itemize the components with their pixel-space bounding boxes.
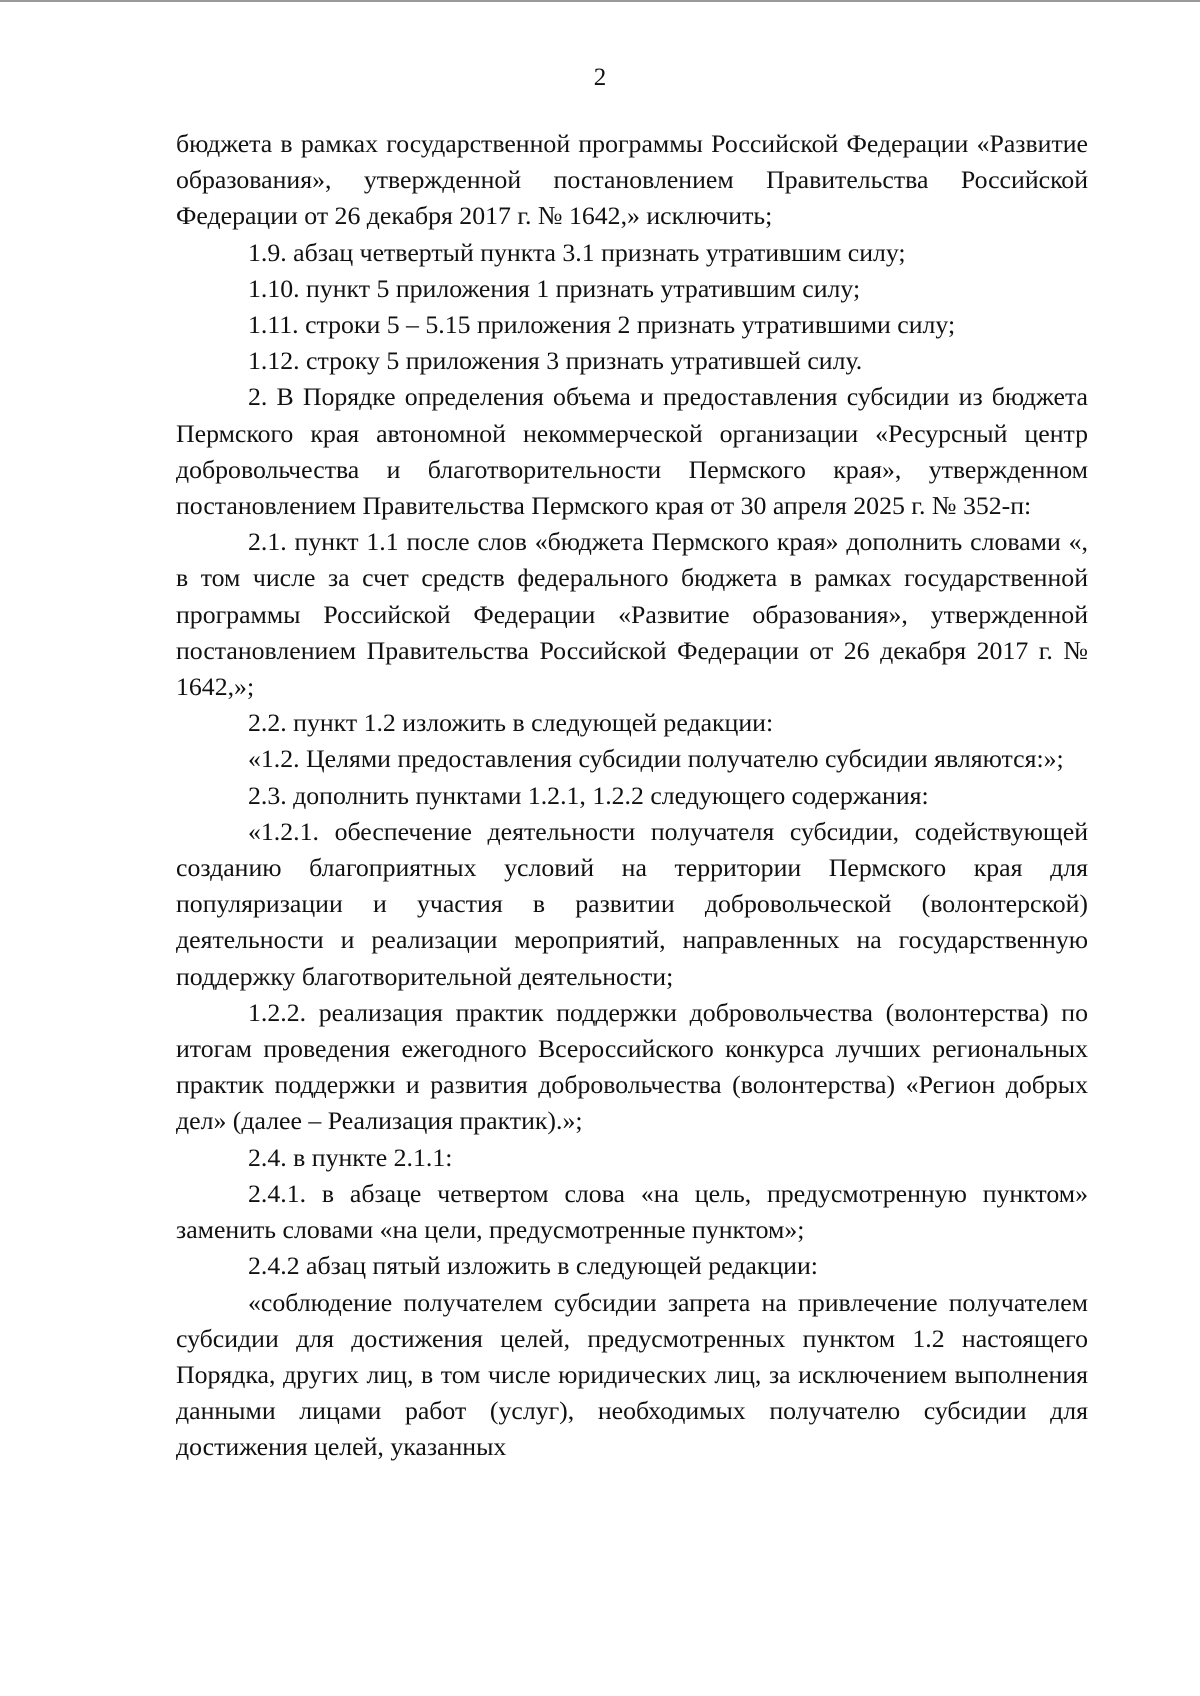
paragraph-2-1: 2.1. пункт 1.1 после слов «бюджета Пермского края» дополнить словами «, в том числе за счет средств федерального бюджета в рамках государственной программы Российской Федерации «Развитие образования», утвержденной постановлением Правительства Российской Федерации от 26 декабря 2017 г. № 1642,»; bbox=[176, 527, 1088, 702]
paragraph-quote-1-2: «1.2. Целями предоставления субсидии получателю субсидии являются:»; bbox=[248, 744, 1064, 774]
paragraph-2-4: 2.4. в пункте 2.1.1: bbox=[248, 1142, 453, 1172]
paragraph-quote-1-2-1: «1.2.1. обеспечение деятельности получателя субсидии, содействующей созданию благоприятных условий на территории Пермского края для популяризации и участия в развитии добровольческой (волонтерской) деятельности и реализации мероприятий, направленных на государственную поддержку благотворительной деятельности; bbox=[176, 816, 1088, 991]
paragraph-1-11: 1.11. строки 5 – 5.15 приложения 2 признать утратившими силу; bbox=[248, 310, 956, 340]
page-number: 2 bbox=[593, 64, 607, 91]
paragraph-2-3: 2.3. дополнить пунктами 1.2.1, 1.2.2 следующего содержания: bbox=[248, 780, 929, 810]
paragraph-continuation: бюджета в рамках государственной программы Российской Федерации «Развитие образования», утвержденной постановлением Правительства Российской Федерации от 26 декабря 2017 г. № 1642,» исключить; bbox=[176, 129, 1088, 231]
paragraph-1-12: 1.12. строку 5 приложения 3 признать утратившей силу. bbox=[248, 346, 863, 376]
paragraph-2: 2. В Порядке определения объема и предоставления субсидии из бюджета Пермского края автономной некоммерческой организации «Ресурсный центр добровольчества и благотворительности Пермского края», утвержденном постановлением Правительства Пермского края от 30 апреля 2025 г. № 352-п: bbox=[176, 382, 1088, 521]
paragraph-2-2: 2.2. пункт 1.2 изложить в следующей редакции: bbox=[248, 708, 774, 738]
paragraph-2-4-2: 2.4.2 абзац пятый изложить в следующей редакции: bbox=[248, 1251, 818, 1281]
paragraph-quote-1-2-2: 1.2.2. реализация практик поддержки добровольчества (волонтерства) по итогам проведения ежегодного Всероссийского конкурса лучших региональных практик поддержки и развития добровольчества (волонтерства) «Регион добрых дел» (далее – Реализация практик).»; bbox=[176, 997, 1088, 1136]
document-body bbox=[176, 126, 1088, 1466]
paragraph-quote-compliance: «соблюдение получателем субсидии запрета на привлечение получателем субсидии для достижения целей, предусмотренных пунктом 1.2 настоящего Порядка, других лиц, в том числе юридических лиц, за исключением выполнения данными лицами работ (услуг), необходимых получателю субсидии для достижения целей, указанных bbox=[176, 1287, 1088, 1462]
paragraph-1-9: 1.9. абзац четвертый пункта 3.1 признать утратившим силу; bbox=[248, 237, 906, 267]
paragraph-2-4-1: 2.4.1. в абзаце четвертом слова «на цель, предусмотренную пунктом» заменить словами «на цели, предусмотренные пунктом»; bbox=[176, 1178, 1088, 1245]
paragraph-1-10: 1.10. пункт 5 приложения 1 признать утратившим силу; bbox=[248, 273, 861, 303]
